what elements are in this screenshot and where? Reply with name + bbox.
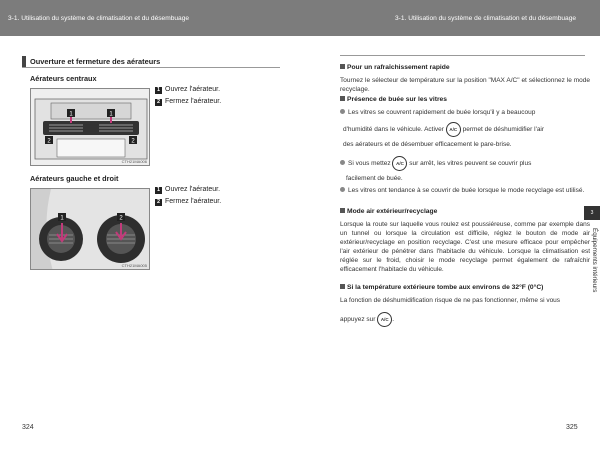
heading-text: Si la température extérieure tombe aux environs de 32°F (0°C) xyxy=(347,284,544,291)
left-page-number: 324 xyxy=(22,424,34,431)
fog-bullet-1a xyxy=(340,108,590,117)
square-bullet-icon xyxy=(340,208,345,213)
bullet-text: Si vous mettez xyxy=(348,160,391,168)
right-page xyxy=(300,36,600,450)
section-title xyxy=(22,56,280,68)
chapter-side-label: Équipements intérieurs xyxy=(591,228,598,293)
cold-text-1: La fonction de déshumidification risque de ne pas fonctionner, même si vous xyxy=(340,297,561,304)
side-step-1 xyxy=(155,186,220,194)
section-bar xyxy=(22,56,26,67)
bullet-text: sur arrêt, les vitres peuvent se couvrir plus xyxy=(409,160,532,168)
central-vents-figure xyxy=(30,88,150,166)
fog-bullet-1b xyxy=(343,122,593,137)
heading-text: Mode air extérieur/recyclage xyxy=(347,208,438,215)
top-rule xyxy=(340,55,585,56)
fog-heading xyxy=(340,96,447,103)
svg-text:2: 2 xyxy=(131,138,135,145)
step-text: Ouvrez l'aérateur. xyxy=(165,86,221,93)
right-header-title: 3-1. Utilisation du système de climatisation et du désembuage xyxy=(395,15,577,22)
header-bar xyxy=(0,0,600,36)
outside-text: Lorsque la route sur laquelle vous roulez est poussiéreuse, comme par exemple dans un tunnel ou lorsque la circulation est difficile, réglez le bouton de mode air extérieur/recyclage en position recyclage. C'est une mesure efficace pour empêcher l'air extérieur de pénétrer dans l'habitacle du véhicule. Lorsque la climatisation est réglée sur le froid, choisir le mode recyclage permet également de rafraîchir efficacement l'habitacle du véhicule. xyxy=(340,221,590,273)
fog-bullet-3 xyxy=(340,186,590,195)
central-step-2 xyxy=(155,98,221,106)
fog-bullet-1d: des aérateurs et de désembuer efficacement le pare-brise. xyxy=(343,141,512,148)
cold-text-2 xyxy=(340,312,590,327)
step-text: Fermez l'aérateur. xyxy=(165,198,222,205)
step-number: 2 xyxy=(156,199,161,205)
central-fig-code: CTH21MA006 xyxy=(121,159,147,164)
central-step-1 xyxy=(155,86,220,94)
side-vents-heading: Aérateurs gauche et droit xyxy=(30,174,119,183)
rapid-text: Tournez le sélecteur de température sur la position "MAX A/C" et sélectionnez le mode recyclage. xyxy=(340,77,590,93)
right-page-number: 325 xyxy=(566,424,578,431)
side-vents-illustration xyxy=(31,189,150,270)
step-number: 2 xyxy=(156,99,161,105)
fog-bullet-2c: facilement de buée. xyxy=(346,175,403,182)
body-text: . xyxy=(392,316,395,324)
bullet-text: d'humidité dans le véhicule. Activer xyxy=(343,126,444,134)
body-text: appuyez sur xyxy=(340,316,376,324)
left-page xyxy=(0,36,300,450)
side-vents-figure xyxy=(30,188,150,270)
step-number: 1 xyxy=(156,87,161,93)
svg-text:2: 2 xyxy=(47,138,51,145)
chapter-tab: 3 xyxy=(584,206,600,220)
central-vents-heading: Aérateurs centraux xyxy=(30,74,97,83)
section-title-text: Ouverture et fermeture des aérateurs xyxy=(30,57,161,66)
svg-text:1: 1 xyxy=(69,111,73,118)
ac-button-icon: A/C xyxy=(377,312,392,327)
square-bullet-icon xyxy=(340,64,345,69)
svg-text:2: 2 xyxy=(119,215,123,222)
side-fig-code: CTH21MA005 xyxy=(121,263,147,268)
fog-bullet-2a xyxy=(340,156,590,171)
bullet-text: Les vitres ont tendance à se couvrir de buée lorsque le mode recyclage est utilisé. xyxy=(348,187,585,194)
outside-heading xyxy=(340,208,437,215)
central-vents-illustration xyxy=(31,89,150,166)
square-bullet-icon xyxy=(340,284,345,289)
svg-text:1: 1 xyxy=(109,111,113,118)
side-step-2 xyxy=(155,198,221,206)
step-number: 1 xyxy=(156,187,161,193)
bullet-text: permet de déshumidifier l'air xyxy=(462,126,545,134)
bullet-dot-icon xyxy=(340,109,345,114)
svg-text:1: 1 xyxy=(60,215,64,222)
bullet-text: Les vitres se couvrent rapidement de buée lorsqu'il y a beaucoup xyxy=(348,109,536,116)
step-text: Ouvrez l'aérateur. xyxy=(165,186,221,193)
left-header-title: 3-1. Utilisation du système de climatisation et du désembuage xyxy=(8,15,190,22)
heading-text: Présence de buée sur les vitres xyxy=(347,96,447,103)
step-text: Fermez l'aérateur. xyxy=(165,98,222,105)
rapid-heading xyxy=(340,64,450,71)
ac-button-icon: A/C xyxy=(392,156,407,171)
bullet-dot-icon xyxy=(340,187,345,192)
bullet-dot-icon xyxy=(340,160,345,165)
square-bullet-icon xyxy=(340,96,345,101)
heading-text: Pour un rafraîchissement rapide xyxy=(347,64,450,71)
cold-heading xyxy=(340,284,543,291)
ac-button-icon: A/C xyxy=(446,122,461,137)
